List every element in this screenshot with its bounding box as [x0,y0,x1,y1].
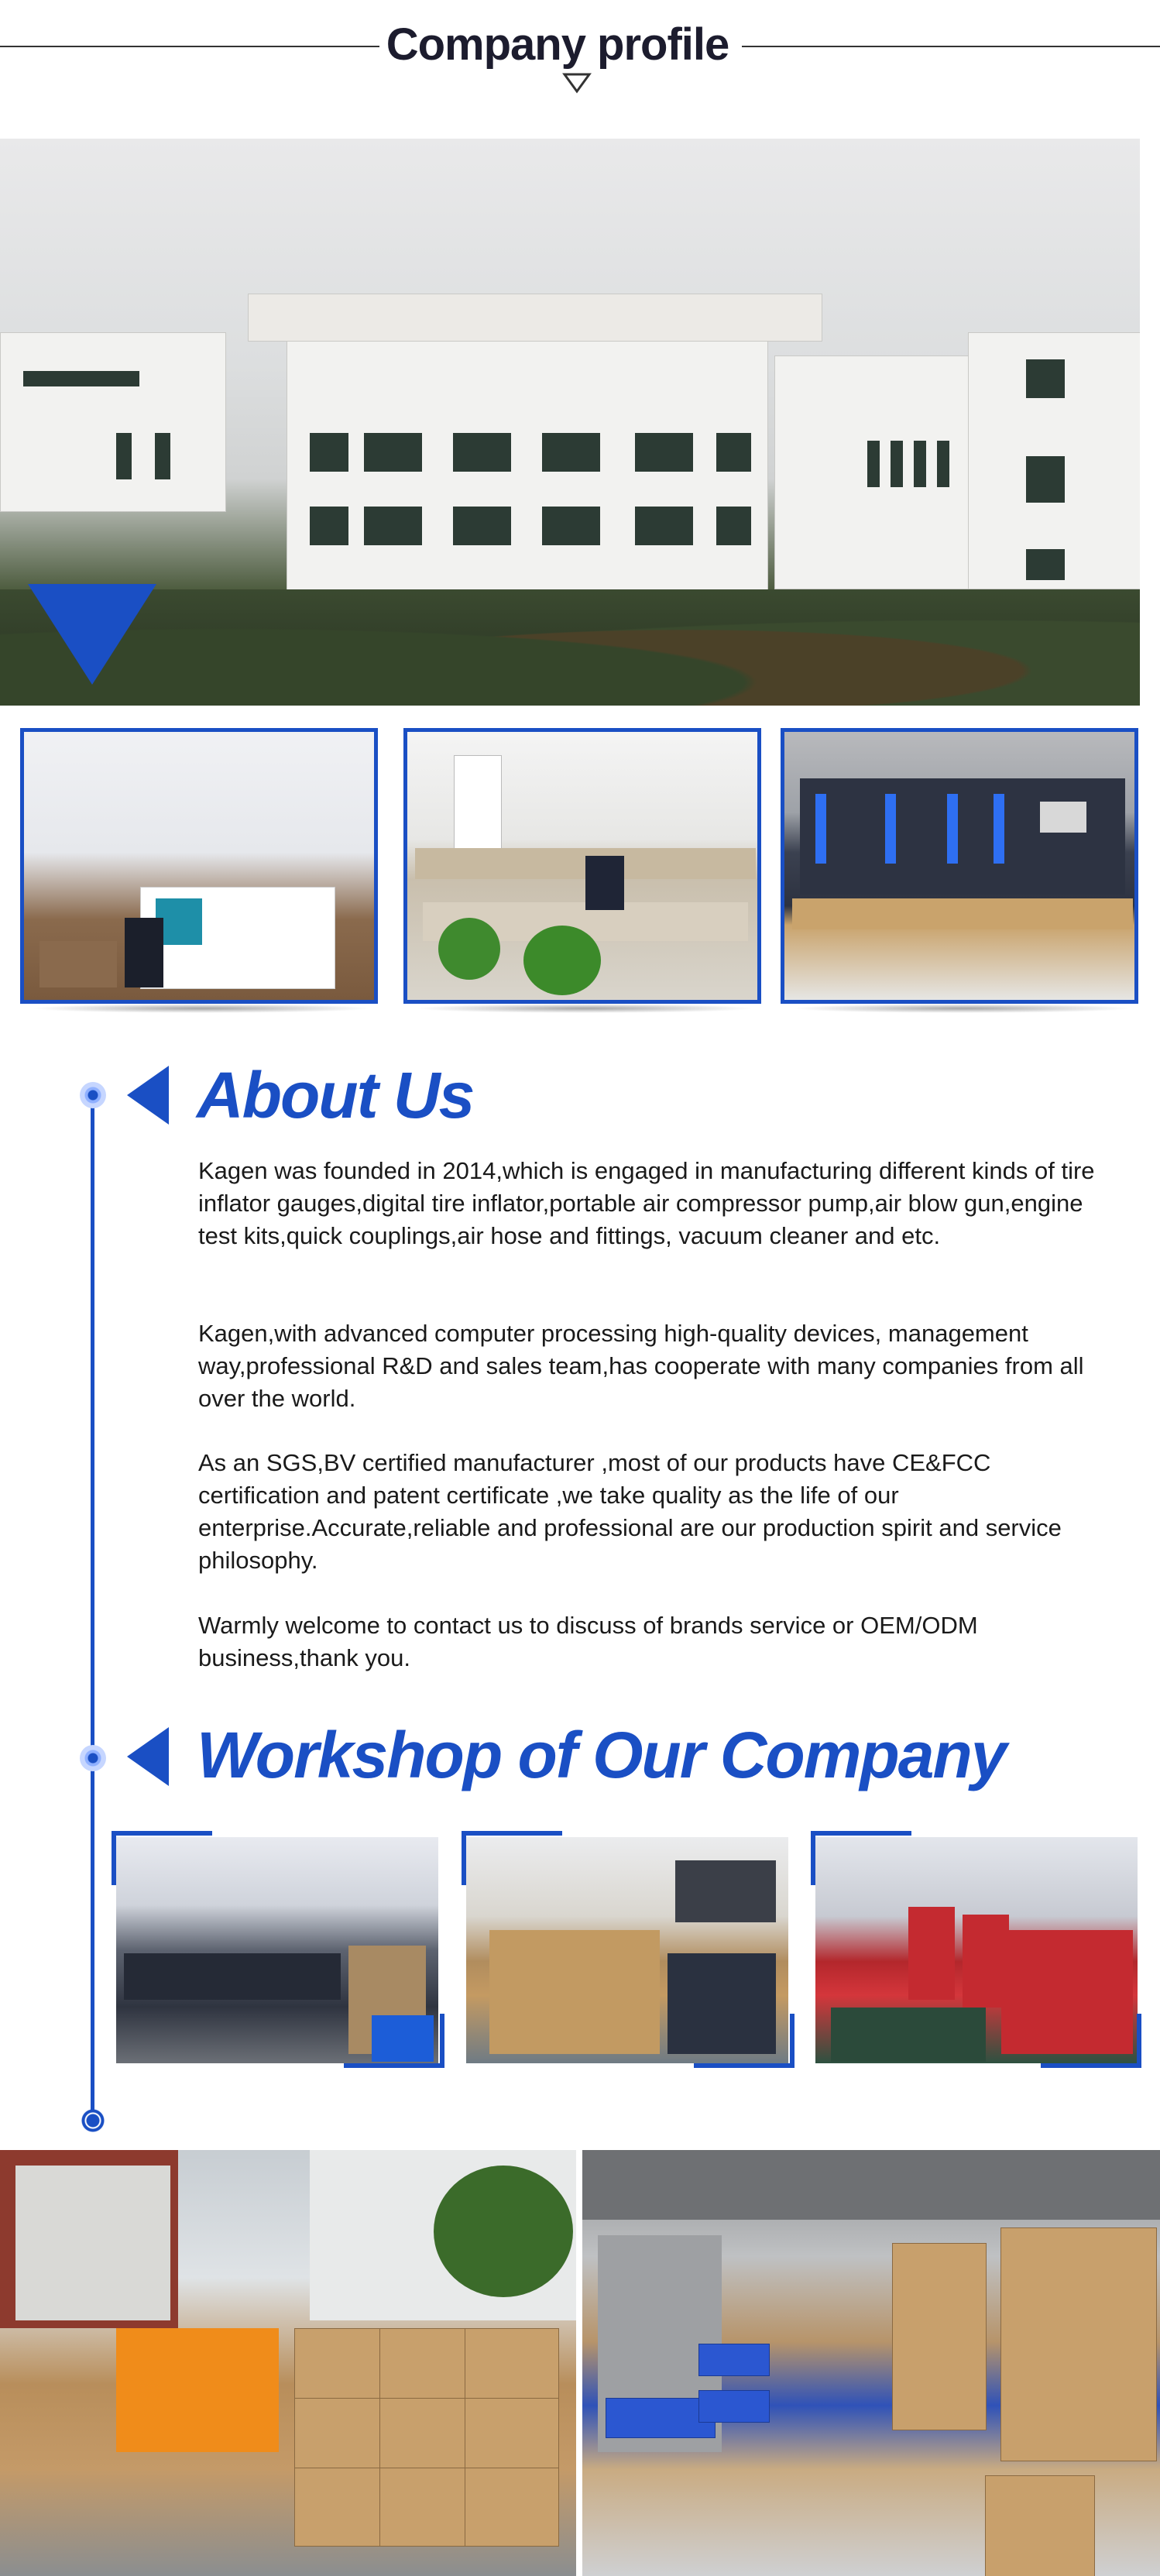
warehouse-storage-photo [582,2150,1160,2576]
about-us-heading: About Us [197,1059,474,1132]
product-display-wall-photo [781,728,1138,1004]
triangle-down-outline-icon [561,71,592,94]
timeline-dot-icon [80,1745,106,1771]
triangle-down-solid-icon [28,584,156,685]
shipping-loading-photo [0,2150,576,2576]
about-paragraph-4: Warmly welcome to contact us to discuss of brands service or OEM/ODM business,thank you. [198,1612,978,1671]
page-title: Company profile [386,19,729,70]
timeline-dot-icon [80,1082,106,1108]
timeline-line [91,1087,94,2124]
office-workspace-photo [403,728,761,1004]
about-paragraph-2: Kagen,with advanced computer processing high-quality devices, management way,professional R&D and sales team,has cooperate with many companies from all over the world. [198,1320,1084,1412]
workshop-heading: Workshop of Our Company [197,1719,1006,1791]
triangle-left-icon [127,1727,169,1786]
factory-building-photo [0,139,1140,706]
frame-corner [1041,2014,1141,2068]
header-rule-left [0,46,379,47]
triangle-left-icon [127,1066,169,1125]
timeline-dot-icon [81,2109,105,2132]
about-paragraph-3: As an SGS,BV certified manufacturer ,most of our products have CE&FCC certification and patent certificate ,we take quality as the life of our enterprise.Accurate,reliable and professional are our production spirit and service philosophy. [198,1449,1062,1574]
about-paragraph-1: Kagen was founded in 2014,which is engaged in manufacturing different kinds of tire inflator gauges,digital tire inflator,portable air compressor pump,air blow gun,engine test kits,quick couplings,air hose and fittings, vacuum cleaner and etc. [198,1157,1095,1249]
frame-corner [344,2014,444,2068]
frame-corner [694,2014,794,2068]
header-rule-right [742,46,1160,47]
office-reception-photo [20,728,378,1004]
